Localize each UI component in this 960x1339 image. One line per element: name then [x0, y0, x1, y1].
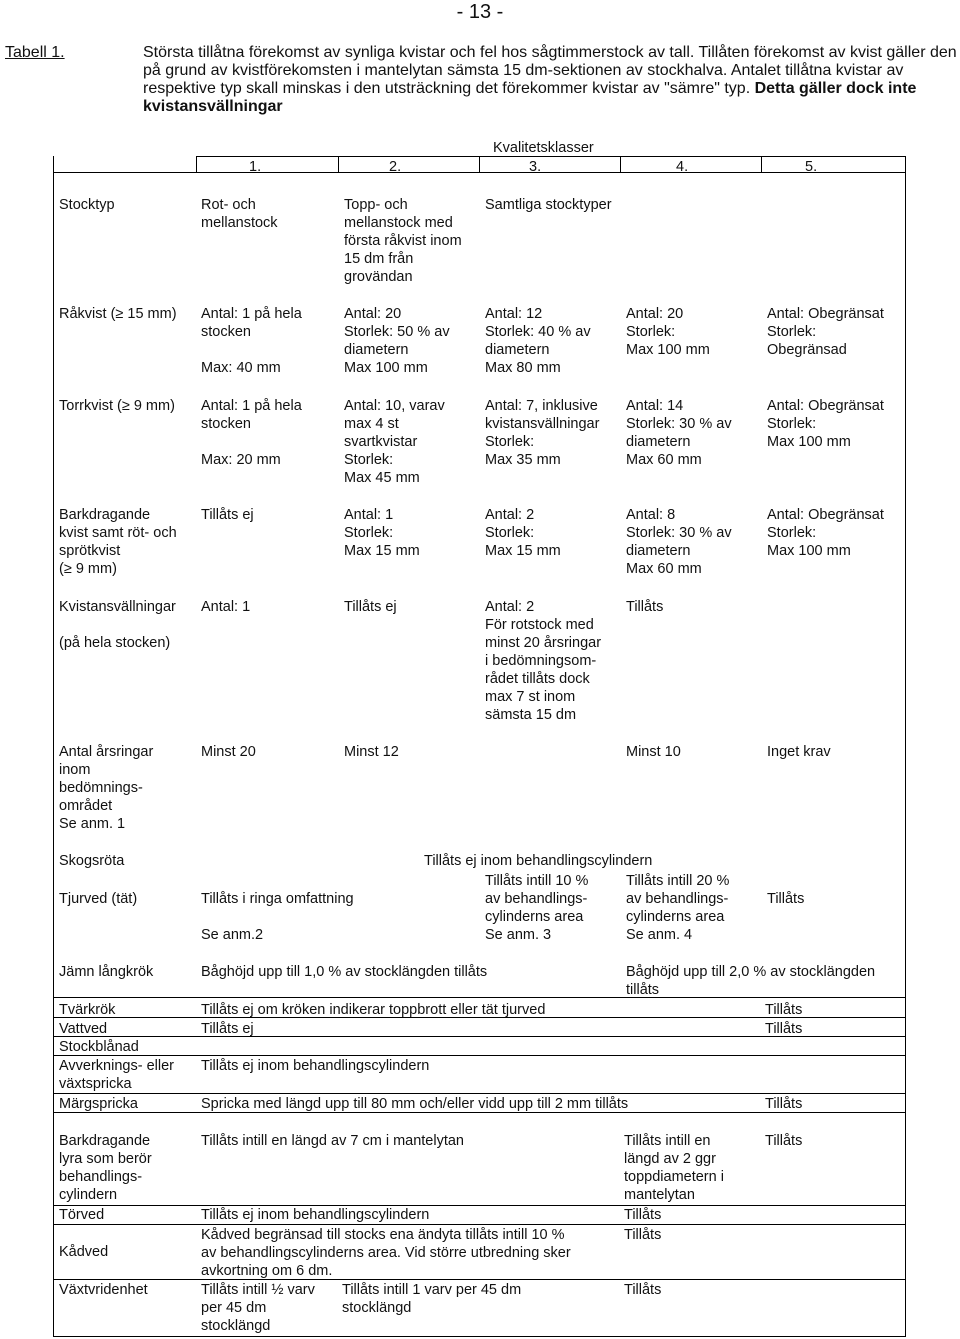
row-label-kvistansvallningar: Kvistansvällningar (på hela stocken)	[59, 599, 176, 651]
row-label-rakvist: Råkvist (≥ 15 mm)	[59, 306, 177, 322]
table-bottom-border	[53, 1336, 906, 1337]
cell-barkdragande-2: Antal: 1 Storlek: Max 15 mm	[344, 507, 420, 559]
class-divider-1	[196, 156, 197, 172]
cell-arsringar-4: Minst 10	[626, 744, 681, 760]
header-line	[53, 172, 906, 173]
cell-barkdragande-4: Antal: 8 Storlek: 30 % av diametern Max 60 mm	[626, 507, 732, 577]
row-label-vaxtvridenhet: Växtvridenhet	[59, 1282, 148, 1298]
cell-tjurved-5: Tillåts	[767, 891, 805, 907]
cell-margspricka-5: Tillåts	[765, 1096, 803, 1112]
row-label-lyra: Barkdragande lyra som berör behandlings- cylindern	[59, 1133, 152, 1203]
cell-torrkvist-3: Antal: 7, inklusive kvistansvällningar Storlek: Max 35 mm	[485, 398, 600, 468]
row-line-7	[53, 1205, 906, 1206]
cell-rakvist-2: Antal: 20 Storlek: 50 % av diametern Max 100 mm	[344, 306, 450, 376]
header-samtliga: Samtliga stocktyper	[485, 197, 612, 213]
row-line-5	[53, 1093, 906, 1094]
row-label-skogsrota: Skogsröta	[59, 853, 125, 869]
row-label-tvarkrok: Tvärkrök	[59, 1002, 116, 1018]
row-label-torrkvist: Torrkvist (≥ 9 mm)	[59, 398, 175, 414]
row-label-barkdragande: Barkdragande kvist samt röt- och sprötkvist (≥ 9 mm)	[59, 507, 177, 577]
row-label-margspricka: Märgspricka	[59, 1096, 138, 1112]
cell-torrkvist-5: Antal: Obegränsat Storlek: Max 100 mm	[767, 398, 884, 450]
row-label-torved: Törved	[59, 1207, 105, 1223]
cell-vaxtvridenhet-1: Tillåts intill ½ varv per 45 dm stocklängd	[201, 1282, 315, 1334]
cell-kvistansvallningar-1: Antal: 1	[201, 599, 251, 615]
cell-barkdragande-3: Antal: 2 Storlek: Max 15 mm	[485, 507, 561, 559]
cell-lyra-1: Tillåts intill en längd av 7 cm i mantelytan	[201, 1133, 464, 1149]
header-stocktyp: Stocktyp	[59, 197, 115, 213]
cell-lyra-4: Tillåts intill en längd av 2 ggr toppdiametern i mantelytan	[624, 1133, 724, 1203]
row-line-8	[53, 1224, 906, 1225]
cell-rakvist-5: Antal: Obegränsat Storlek: Obegränsad	[767, 306, 884, 358]
class-2: 2.	[389, 159, 402, 175]
cell-margspricka-1: Spricka med längd upp till 80 mm och/eller vidd upp till 2 mm tillåts	[201, 1096, 629, 1112]
cell-tjurved-1: Tillåts i ringa omfattning Se anm.2	[201, 891, 354, 943]
table-label: Tabell 1.	[5, 44, 65, 61]
cell-jamn-langkrok-4: Båghöjd upp till 2,0 % av stocklängden tillåts	[626, 964, 876, 998]
class-4: 4.	[676, 159, 689, 175]
class-3: 3.	[529, 159, 542, 175]
row-label-arsringar: Antal årsringar inom bedömnings- området Se anm. 1	[59, 744, 154, 832]
table-left-border	[53, 156, 54, 1336]
row-label-avverknings: Avverknings- eller växtspricka	[59, 1058, 174, 1092]
class-divider-2	[338, 156, 339, 172]
row-label-tjurved: Tjurved (tät)	[59, 891, 138, 907]
cell-torrkvist-4: Antal: 14 Storlek: 30 % av diametern Max 60 mm	[626, 398, 732, 468]
cell-vattved-1: Tillåts ej	[201, 1021, 254, 1037]
cell-jamn-langkrok-1: Båghöjd upp till 1,0 % av stocklängden tillåts	[201, 964, 488, 980]
cell-tjurved-4: Tillåts intill 20 % av behandlings- cylinderns area Se anm. 4	[626, 873, 730, 943]
cell-arsringar-1: Minst 20	[201, 744, 256, 760]
cell-barkdragande-1: Tillåts ej	[201, 507, 254, 523]
cell-vaxtvridenhet-2: Tillåts intill 1 varv per 45 dm stocklängd	[342, 1282, 522, 1316]
cell-tvarkrok-5: Tillåts	[765, 1002, 803, 1018]
cell-rakvist-1: Antal: 1 på hela stocken Max: 40 mm	[201, 306, 302, 376]
cell-lyra-5: Tillåts	[765, 1133, 803, 1149]
caption-text: Största tillåtna förekomst av synliga kvistar och fel hos sågtimmerstock av tall. Tillåten förekomst av kvist gäller den på grund av kvistförekomsten i mantelytan sämsta 15 dm-sektionen av stockhalva. Antalet tillåtna kvistar av respektive typ skall minskas i den utsträckning det förekommer kvistar av "sämre" typ.	[143, 44, 957, 97]
cell-tjurved-3: Tillåts intill 10 % av behandlings- cylinderns area Se anm. 3	[485, 873, 589, 943]
cell-kvistansvallningar-3: Antal: 2 För rotstock med minst 20 årsringar i bedömningsom- rådet tillåts dock max 7 st inom sämsta 15 dm	[485, 599, 602, 723]
cell-tvarkrok-1: Tillåts ej om kröken indikerar toppbrott eller tät tjurved	[201, 1002, 546, 1018]
cell-skogsrota: Tillåts ej inom behandlingscylindern	[424, 853, 653, 869]
cell-torved-4: Tillåts	[624, 1207, 662, 1223]
cell-avverknings-1: Tillåts ej inom behandlingscylindern	[201, 1058, 430, 1074]
cell-arsringar-2: Minst 12	[344, 744, 399, 760]
cell-kvistansvallningar-4: Tillåts	[626, 599, 664, 615]
row-label-vattved: Vattved	[59, 1021, 108, 1037]
row-label-stockblanad: Stockblånad	[59, 1039, 139, 1055]
header-topp-och-mellanstock: Topp- och mellanstock med första råkvist inom 15 dm från grovändan	[344, 197, 462, 285]
class-divider-4	[620, 156, 621, 172]
row-line-4	[53, 1055, 906, 1056]
table-right-border	[905, 156, 906, 1336]
class-divider-3	[479, 156, 480, 172]
cell-vattved-5: Tillåts	[765, 1021, 803, 1037]
cell-torrkvist-2: Antal: 10, varav max 4 st svartkvistar Storlek: Max 45 mm	[344, 398, 445, 486]
cell-vaxtvridenhet-4: Tillåts	[624, 1282, 662, 1298]
page-number: - 13 -	[456, 1, 504, 23]
header-rot-och-mellanstock: Rot- och mellanstock	[201, 197, 278, 231]
quality-classes-title: Kvalitetsklasser	[493, 140, 594, 156]
cell-rakvist-4: Antal: 20 Storlek: Max 100 mm	[626, 306, 710, 358]
cell-rakvist-3: Antal: 12 Storlek: 40 % av diametern Max 80 mm	[485, 306, 591, 376]
cell-kadved-1: Kådved begränsad till stocks ena ändyta tillåts intill 10 % av behandlingscylinderns area. Vid större utbredning sker avkortning om 6 dm.	[201, 1227, 571, 1279]
cell-kvistansvallningar-2: Tillåts ej	[344, 599, 397, 615]
row-label-kadved: Kådved	[59, 1244, 109, 1260]
cell-torrkvist-1: Antal: 1 på hela stocken Max: 20 mm	[201, 398, 302, 468]
table-caption	[143, 44, 958, 116]
cell-kadved-4: Tillåts	[624, 1227, 662, 1243]
class-5: 5.	[805, 159, 818, 175]
cell-barkdragande-5: Antal: Obegränsat Storlek: Max 100 mm	[767, 507, 884, 559]
cell-arsringar-5: Inget krav	[767, 744, 831, 760]
class-divider-5	[761, 156, 762, 172]
caption-bold: Detta gäller dock inte kvistansvällningar	[143, 80, 917, 115]
class-1: 1.	[249, 159, 262, 175]
cell-torved-1: Tillåts ej inom behandlingscylindern	[201, 1207, 430, 1223]
row-label-jamn-langkrok: Jämn långkrök	[59, 964, 154, 980]
